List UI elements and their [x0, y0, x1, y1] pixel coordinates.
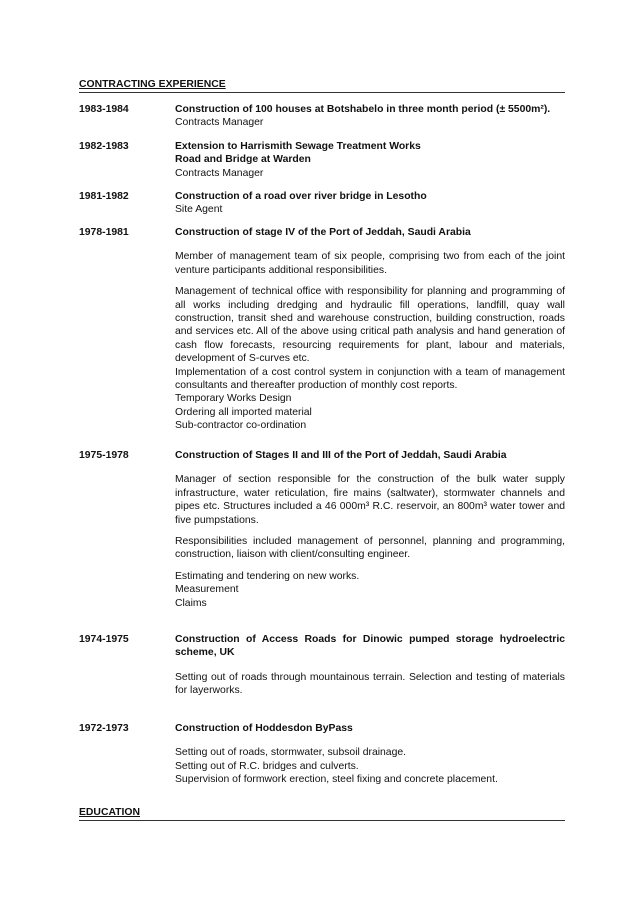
entry-paragraph: Manager of section responsible for the construction of the bulk water supply infrastructure, water reticulation, fire mains (saltwater), stormwater channels and pipes etc. Structures included a 46 000m³ R.C. reservoir, an 800m³ water tower and five pumpstations. — [175, 474, 565, 526]
entry-list-item: Claims — [175, 597, 207, 609]
entry-list-item: Setting out of roads, stormwater, subsoil drainage. — [175, 747, 407, 759]
entry-years: 1975-1978 — [79, 450, 129, 461]
entry-title: Extension to Harrismith Sewage Treatment Works — [175, 141, 421, 152]
entry-list-item: Estimating and tendering on new works. — [175, 570, 360, 582]
entry-years: 1974-1975 — [79, 634, 129, 645]
section-heading-contracting: CONTRACTING EXPERIENCE — [79, 78, 565, 93]
entry-body — [175, 190, 565, 217]
entry-paragraph: Responsibilities included management of personnel, planning and programming, construction, liaison with client/consulting engineer. — [175, 536, 565, 561]
entry-paragraph: Setting out of roads through mountainous terrain. Selection and testing of materials for layerworks. — [175, 671, 565, 697]
entry-years: 1983-1984 — [79, 104, 129, 115]
entry-years: 1982-1983 — [79, 141, 129, 152]
entry-title: Construction of Stages II and III of the Port of Jeddah, Saudi Arabia — [175, 450, 507, 461]
entry-paragraph: Member of management team of six people, comprising two from each of the joint venture participants additional responsibilities. — [175, 251, 565, 276]
entry-title: Construction of Access Roads for Dinowic pumped storage hydroelectric scheme, UK — [175, 634, 565, 659]
entry-list-item: Temporary Works Design — [175, 393, 292, 405]
entry-body — [175, 226, 565, 433]
entry-body — [175, 140, 565, 180]
entry-title: Construction of 100 houses at Botshabelo in three month period (± 5500m²). — [175, 104, 551, 115]
entry-list-item: Ordering all imported material — [175, 406, 312, 418]
entry-body — [175, 722, 565, 787]
entry-role: Contracts Manager — [175, 117, 264, 129]
entry-role: Contracts Manager — [175, 167, 264, 179]
entry-list-item: Setting out of R.C. bridges and culverts. — [175, 760, 359, 772]
entry-list-item: Sub-contractor co-ordination — [175, 420, 307, 432]
entry-title: Construction of stage IV of the Port of Jeddah, Saudi Arabia — [175, 227, 471, 238]
entry-role: Site Agent — [175, 204, 223, 216]
entry-years: 1981-1982 — [79, 191, 129, 202]
entry-body — [175, 633, 565, 698]
entry-title: Construction of a road over river bridge in Lesotho — [175, 191, 427, 202]
section-heading-education: EDUCATION — [79, 806, 565, 821]
entry-list-item: Supervision of formwork erection, steel fixing and concrete placement. — [175, 774, 498, 786]
entry-years: 1972-1973 — [79, 723, 129, 734]
entry-body — [175, 449, 565, 610]
entry-years: 1978-1981 — [79, 227, 129, 238]
entry-list-item: Measurement — [175, 584, 239, 596]
entry-body — [175, 103, 565, 130]
entry-title: Road and Bridge at Warden — [175, 154, 311, 166]
entry-paragraph: Implementation of a cost control system in conjunction with a team of management consultants and thereafter production of monthly cost reports. — [175, 366, 565, 392]
entry-paragraph: Management of technical office with responsibility for planning and programming of all works including dredging and hydraulic fill operations, landfill, quay wall construction, transit shed and warehouse construction, building construction, roads and services etc. All of the above using critical path analysis and hand generation of cash flow forecasts, resourcing requirements for plant, labour and materials, development of S-curves etc. — [175, 286, 565, 365]
entry-title: Construction of Hoddesdon ByPass — [175, 723, 353, 734]
